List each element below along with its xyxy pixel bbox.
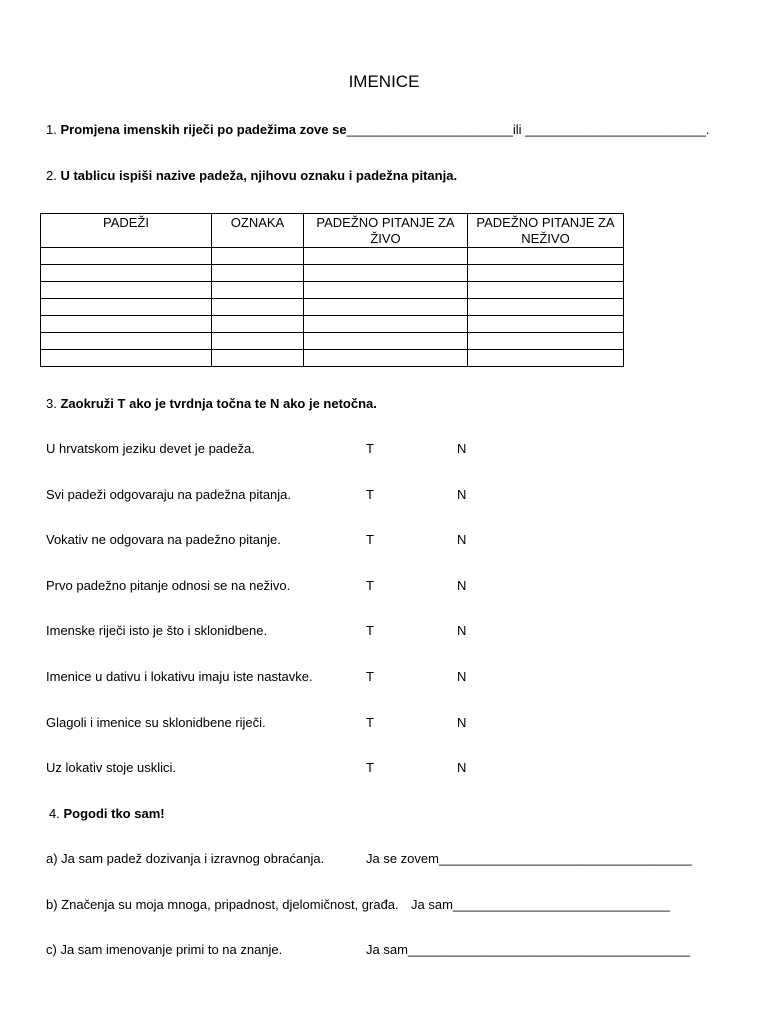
question-text: U tablicu ispiši nazive padeža, njihovu oznaku i padežna pitanja. [60, 168, 458, 183]
column-header: PADEŽI [41, 214, 212, 248]
answer-blank[interactable]: _________________________ [525, 122, 706, 137]
question-number: 4. [49, 806, 60, 821]
table-cell[interactable] [212, 265, 304, 282]
false-option[interactable]: N [457, 532, 467, 547]
question-2 [46, 168, 457, 184]
riddle-c-answer[interactable]: Ja sam_______________________________________ [366, 942, 690, 957]
question-number: 2. [46, 168, 57, 183]
table-cell[interactable] [212, 316, 304, 333]
table-cell[interactable] [304, 282, 468, 299]
riddle-b-clue: b) Značenja su moja mnoga, pripadnost, djelomičnost, građa. [46, 897, 399, 912]
table-cell[interactable] [468, 282, 624, 299]
table-row [41, 265, 624, 282]
table-cell[interactable] [212, 333, 304, 350]
riddle-c-clue: c) Ja sam imenovanje primi to na znanje. [46, 942, 283, 957]
table-cell[interactable] [468, 316, 624, 333]
riddle-b-answer[interactable]: Ja sam______________________________ [411, 897, 670, 912]
table-cell[interactable] [212, 248, 304, 265]
true-option[interactable]: T [366, 487, 374, 502]
question-number: 3. [46, 396, 57, 411]
statement-text: Prvo padežno pitanje odnosi se na neživo. [46, 578, 291, 593]
table-cell[interactable] [41, 265, 212, 282]
statement-text: Vokativ ne odgovara na padežno pitanje. [46, 532, 281, 547]
column-header: PADEŽNO PITANJE ZA ŽIVO [304, 214, 468, 248]
question-text: Pogodi tko sam! [63, 806, 165, 821]
statement-text: U hrvatskom jeziku devet je padeža. [46, 441, 255, 456]
false-option[interactable]: N [457, 578, 467, 593]
false-option[interactable]: N [457, 623, 467, 638]
false-option[interactable]: N [457, 441, 467, 456]
true-option[interactable]: T [366, 532, 374, 547]
cases-table [40, 213, 624, 367]
false-option[interactable]: N [457, 487, 467, 502]
true-option[interactable]: T [366, 760, 374, 775]
page-title: IMENICE [348, 72, 420, 91]
table-row [41, 299, 624, 316]
answer-blank[interactable]: _______________________ [346, 122, 513, 137]
table-cell[interactable] [41, 316, 212, 333]
true-option[interactable]: T [366, 623, 374, 638]
false-option[interactable]: N [457, 715, 467, 730]
table-cell[interactable] [468, 350, 624, 367]
question-text: Promjena imenskih riječi po padežima zove se [60, 122, 347, 137]
true-option[interactable]: T [366, 715, 374, 730]
table-cell[interactable] [41, 350, 212, 367]
question-text: Zaokruži T ako je tvrdnja točna te N ako je netočna. [60, 396, 377, 411]
question-number: 1. [46, 122, 57, 137]
table-cell[interactable] [304, 248, 468, 265]
column-header: OZNAKA [212, 214, 304, 248]
table-header-row [41, 214, 624, 248]
statement-text: Uz lokativ stoje usklici. [46, 760, 177, 775]
false-option[interactable]: N [457, 760, 467, 775]
false-option[interactable]: N [457, 669, 467, 684]
table-cell[interactable] [304, 316, 468, 333]
statement-text: Svi padeži odgovaraju na padežna pitanja. [46, 487, 292, 502]
table-cell[interactable] [41, 333, 212, 350]
or-word: ili [512, 122, 522, 137]
column-header: PADEŽNO PITANJE ZA NEŽIVO [468, 214, 624, 248]
statement-text: Glagoli i imenice su sklonidbene riječi. [46, 715, 266, 730]
question-4 [49, 806, 165, 822]
table-cell[interactable] [212, 299, 304, 316]
statement-text: Imenice u dativu i lokativu imaju iste nastavke. [46, 669, 313, 684]
table-cell[interactable] [304, 333, 468, 350]
period: . [705, 122, 710, 137]
table-body [41, 248, 624, 367]
table-cell[interactable] [212, 282, 304, 299]
table-cell[interactable] [468, 333, 624, 350]
table-row [41, 333, 624, 350]
table-cell[interactable] [41, 299, 212, 316]
riddle-a-answer[interactable]: Ja se zovem___________________________________ [366, 851, 693, 866]
statement-text: Imenske riječi isto je što i sklonidbene. [46, 623, 268, 638]
table-row [41, 316, 624, 333]
true-option[interactable]: T [366, 441, 374, 456]
question-1 [46, 122, 710, 138]
table-cell[interactable] [212, 350, 304, 367]
true-option[interactable]: T [366, 578, 374, 593]
table-cell[interactable] [468, 265, 624, 282]
table-row [41, 248, 624, 265]
riddle-a-clue: a) Ja sam padež dozivanja i izravnog obraćanja. [46, 851, 325, 866]
table-cell[interactable] [468, 248, 624, 265]
table-cell[interactable] [468, 299, 624, 316]
table-cell[interactable] [304, 265, 468, 282]
table-cell[interactable] [41, 248, 212, 265]
table-row [41, 282, 624, 299]
true-option[interactable]: T [366, 669, 374, 684]
table-cell[interactable] [41, 282, 212, 299]
table-row [41, 350, 624, 367]
table-cell[interactable] [304, 299, 468, 316]
question-3 [46, 396, 377, 412]
table-cell[interactable] [304, 350, 468, 367]
